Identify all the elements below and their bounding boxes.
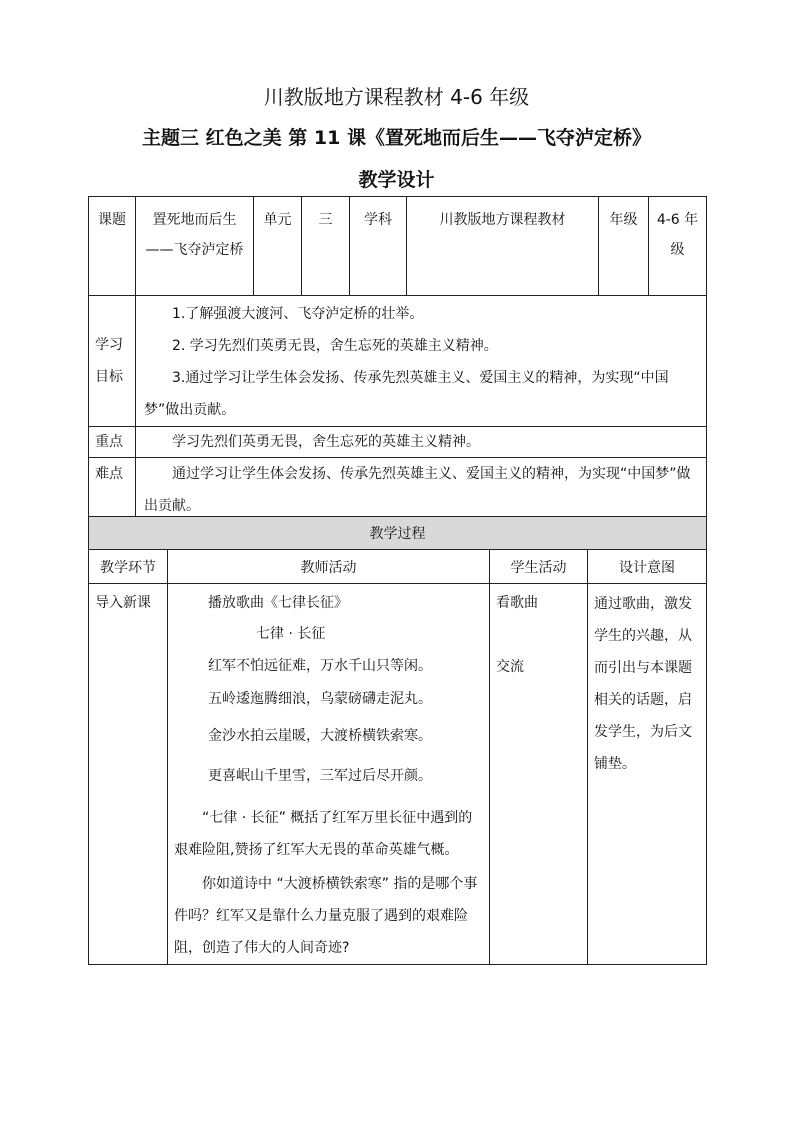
key-point-label-cell: 重点: [89, 427, 136, 458]
poem-line-4: 更喜岷山千里雪，三军过后尽开颜。: [208, 768, 432, 784]
xueke-value-cell: 川教版地方课程教材: [407, 197, 599, 296]
song-line: 播放歌曲《七律长征》: [208, 595, 348, 611]
teacher-para-1: “七律 · 长征” 概括了红军万里长征中遇到的艰难险阻,赞扬了红军大无畏的革命英雄气概。: [174, 810, 473, 858]
nianji-value-line1: 4-6 年: [656, 212, 699, 228]
student-activity-1: 看歌曲: [496, 595, 538, 611]
difficulty-row: [89, 458, 707, 523]
objectives-label-line1: 学习: [95, 337, 123, 353]
teacher-para-2: 你如道诗中 “大渡桥横铁索寒” 指的是哪个事件吗？红军又是靠什么力量克服了遇到的艰难险阻，创造了伟大的人间奇迹?: [174, 876, 478, 956]
nianji-value-cell: [649, 197, 707, 296]
header-teacher: 教师活动: [168, 550, 490, 584]
lesson-title: 主题三 红色之美 第 11 课《置死地而后生——飞夺泸定桥》: [142, 127, 651, 149]
danyuan-label-cell: 单元: [254, 197, 302, 296]
nianji-label-cell: 年级: [599, 197, 649, 296]
objectives-label-line2: 目标: [95, 369, 123, 385]
nianji-value-line2: 级: [670, 242, 685, 258]
intent-cell: 通过歌曲，激发学生的兴趣，从而引出与本课题相关的话题，启发学生，为后文铺垫。: [588, 584, 707, 965]
objectives-row: [89, 296, 707, 427]
key-point-content-cell: 学习先烈们英勇无畏，舍生忘死的英雄主义精神。: [136, 427, 707, 458]
xueke-label-cell: 学科: [350, 197, 407, 296]
objectives-content-cell: [136, 296, 707, 427]
document-title: 川教版地方课程教材 4-6 年级: [263, 85, 530, 109]
teaching-process-table: [88, 516, 707, 965]
poem-line-3: 金沙水拍云崖暖，大渡桥横铁索寒。: [208, 728, 432, 744]
design-title: 教学设计: [358, 169, 435, 191]
teacher-activity-cell: [168, 584, 490, 965]
process-title-row: [89, 517, 707, 550]
keti-value-line2: ——飞夺泸定桥: [145, 242, 244, 258]
difficulty-label-cell: 难点: [89, 458, 136, 523]
keti-value-cell: [136, 197, 254, 296]
student-activity-cell: [490, 584, 588, 965]
objective-1: 1.了解强渡大渡河、飞夺泸定桥的壮举。: [172, 306, 424, 322]
student-activity-2: 交流: [496, 659, 524, 675]
process-title-cell: 教学过程: [89, 517, 707, 550]
header-intent: 设计意图: [588, 550, 707, 584]
info-row: [89, 197, 707, 296]
process-row-intro: [89, 584, 707, 965]
difficulty-content-cell: 通过学习让学生体会发扬、传承先烈英雄主义、爱国主义的精神，为实现“中国梦”做出贡献。: [136, 458, 707, 523]
key-point-row: [89, 427, 707, 458]
danyuan-value-cell: 三: [302, 197, 350, 296]
keti-label-cell: 课题: [89, 197, 136, 296]
keti-value-line1: 置死地而后生: [152, 212, 237, 228]
header-stage: 教学环节: [89, 550, 168, 584]
header-student: 学生活动: [490, 550, 588, 584]
poem-line-1: 红军不怕远征难，万水千山只等闲。: [208, 658, 432, 674]
stage-cell: 导入新课: [89, 584, 168, 965]
lesson-info-table: [88, 196, 707, 523]
objective-2: 2. 学习先烈们英勇无畏，舍生忘死的英雄主义精神。: [172, 338, 498, 354]
poem-line-2: 五岭逶迤腾细浪，乌蒙磅礴走泥丸。: [208, 691, 432, 707]
process-header-row: [89, 550, 707, 584]
poem-title: 七律 · 长征: [256, 626, 326, 642]
objectives-label-cell: [89, 296, 136, 427]
objective-3: 3.通过学习让学生体会发扬、传承先烈英雄主义、爱国主义的精神，为实现“中国梦”做出贡献。: [144, 370, 669, 418]
